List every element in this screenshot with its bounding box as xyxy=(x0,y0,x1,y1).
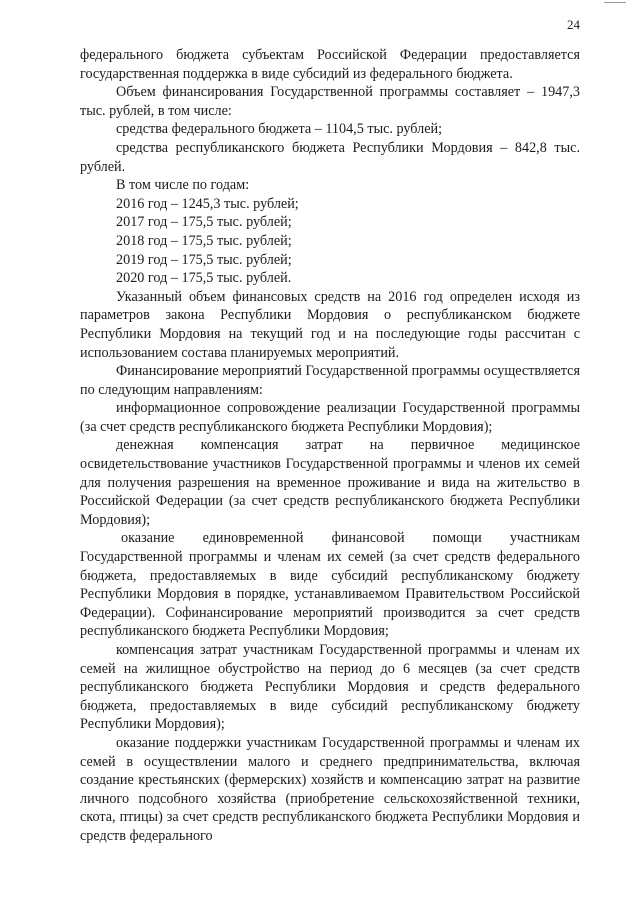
paragraph: Объем финансирования Государственной программы составляет – 1947,3 тыс. рублей, в том числе: xyxy=(80,84,580,119)
paragraph: компенсация затрат участникам Государственной программы и членам их семей на жилищное обустройство на период до 6 месяцев (за счет средств республиканского бюджета Республики Мордовия и средств федерального бюджета, предоставляемых в виде субсидий республиканскому бюджету Республики Мордовия); xyxy=(80,642,580,733)
paragraph: В том числе по годам: xyxy=(116,177,250,194)
page-number: 24 xyxy=(567,17,580,32)
paragraph: средства федерального бюджета – 1104,5 тыс. рублей; xyxy=(116,121,443,138)
paragraph: федерального бюджета субъектам Российской Федерации предоставляется государственная поддержка в виде субсидий из федерального бюджета. xyxy=(80,47,580,82)
paragraph: Финансирование мероприятий Государственной программы осуществляется по следующим направлениям: xyxy=(80,363,580,398)
paragraph: средства республиканского бюджета Республики Мордовия – 842,8 тыс. рублей. xyxy=(80,139,580,175)
paragraph: 2017 год – 175,5 тыс. рублей; xyxy=(116,214,292,231)
paragraph: 2018 год – 175,5 тыс. рублей; xyxy=(116,232,292,249)
paragraph: 2020 год – 175,5 тыс. рублей. xyxy=(116,270,292,287)
paragraph: денежная компенсация затрат на первичное медицинское освидетельствование участников Государственной программы и членов их семей для получения разрешения на временное проживание и вида на жительство в Российской Федерации (за счет средств республиканского бюджета Республики Мордовия); xyxy=(80,437,580,528)
paragraph: информационное сопровождение реализации Государственной программы (за счет средств республиканского бюджета Республики Мордовия); xyxy=(80,400,580,435)
paragraph: Указанный объем финансовых средств на 2016 год определен исходя из параметров закона Республики Мордовия о республиканском бюджете Республики Мордовия на текущий год и на последующие годы рассчитан с использованием состава планируемых мероприятий. xyxy=(80,288,580,361)
document-body xyxy=(80,46,580,846)
paragraph: 2016 год – 1245,3 тыс. рублей; xyxy=(116,195,299,212)
scan-mark xyxy=(604,2,626,7)
paragraph: 2019 год – 175,5 тыс. рублей; xyxy=(116,251,292,268)
paragraph: оказание единовременной финансовой помощи участникам Государственной программы и членам их семей (за счет средств федерального бюджета, предоставляемых в виде субсидий республиканскому бюджету Республики Мордовия в порядке, устанавливаемом Правительством Российской Федерации). Софинансирование мероприятий производится за счет средств республиканского бюджета Республики Мордовия; xyxy=(80,530,580,640)
paragraph: оказание поддержки участникам Государственной программы и членам их семей в осуществлении малого и среднего предпринимательства, включая создание крестьянских (фермерских) хозяйств и компенсацию затрат на развитие личного подсобного хозяйства (приобретение сельскохозяйственной техники, скота, птицы) за счет средств республиканского бюджета Республики Мордовия и средств федерального xyxy=(80,734,580,844)
